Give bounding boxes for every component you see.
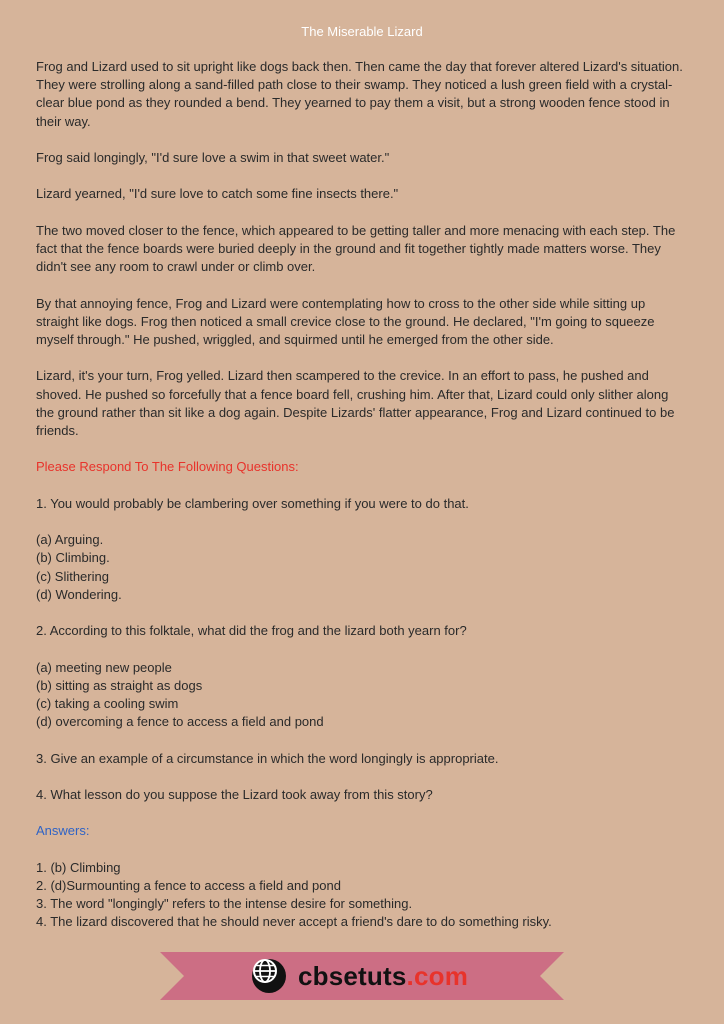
answers-list — [36, 859, 688, 932]
answer-item: 2. (d)Surmounting a fence to access a field and pond — [36, 877, 341, 893]
page-title: The Miserable Lizard — [301, 24, 423, 39]
option: (a) meeting new people — [36, 659, 172, 675]
option: (c) Slithering — [36, 568, 109, 584]
question-2: 2. According to this folktale, what did the frog and the lizard both yearn for? — [36, 623, 467, 639]
option: (a) Arguing. — [36, 532, 104, 548]
story-paragraph: By that annoying fence, Frog and Lizard were contemplating how to cross to the other side while sitting up straight like dogs. Frog then noticed a small crevice close to the ground. He declared, "I'm going to squeeze myself through." He pushed, wriggled, and squirmed until he emerged from the other side. — [36, 295, 655, 347]
story-paragraph: Lizard, it's your turn, Frog yelled. Lizard then scampered to the crevice. In an effort to pass, he pushed and shoved. He pushed so forcefully that a fence board fell, crushing him. After that, Lizard could only slither along the ground rather than sit like a dog again. Despite Lizards' flatter appearance, Frog and Lizard continued to be friends. — [36, 368, 675, 438]
globe-icon — [252, 959, 286, 993]
question-3: 3. Give an example of a circumstance in which the word longingly is appropriate. — [36, 750, 499, 766]
story-paragraph: Frog and Lizard used to sit upright like dogs back then. Then came the day that forever altered Lizard's situation. They were strolling along a sand-filled path close to their swamp. They noticed a lush green field with a crystal-clear blue pond as they rounded a bend. They yearned to pay them a visit, but a strong wooden fence stood in their way. — [36, 59, 683, 129]
worksheet-body — [36, 58, 688, 932]
option: (b) Climbing. — [36, 550, 110, 566]
brand-logo — [252, 958, 468, 994]
option: (d) overcoming a fence to access a field and pond — [36, 714, 324, 730]
answers-heading: Answers: — [36, 823, 90, 839]
option: (d) Wondering. — [36, 586, 122, 602]
brand-banner[interactable] — [160, 952, 564, 1000]
story-paragraph: The two moved closer to the fence, which appeared to be getting taller and more menacing with each step. The fact that the fence boards were buried deeply in the ground and fit together tightly made matters worse. They didn't see any room to crawl under or climb over. — [36, 222, 676, 275]
answer-item: 3. The word "longingly" refers to the intense desire for something. — [36, 896, 413, 912]
brand-name-domain: .com — [406, 960, 469, 991]
question-1-options — [36, 531, 688, 604]
answer-item: 4. The lizard discovered that he should never accept a friend's dare to do something risky. — [36, 914, 552, 930]
option: (b) sitting as straight as dogs — [36, 677, 203, 693]
question-4: 4. What lesson do you suppose the Lizard took away from this story? — [36, 786, 433, 802]
story-paragraph: Frog said longingly, "I'd sure love a swim in that sweet water." — [36, 150, 390, 165]
story-paragraph: Lizard yearned, "I'd sure love to catch some fine insects there." — [36, 186, 399, 202]
brand-name-main: cbsetuts — [298, 960, 407, 991]
answer-item: 1. (b) Climbing — [36, 859, 121, 875]
option: (c) taking a cooling swim — [36, 695, 179, 711]
brand-name — [298, 961, 468, 992]
question-2-options — [36, 659, 688, 732]
questions-heading: Please Respond To The Following Questions: — [36, 459, 299, 475]
question-1: 1. You would probably be clambering over something if you were to do that. — [36, 495, 469, 511]
